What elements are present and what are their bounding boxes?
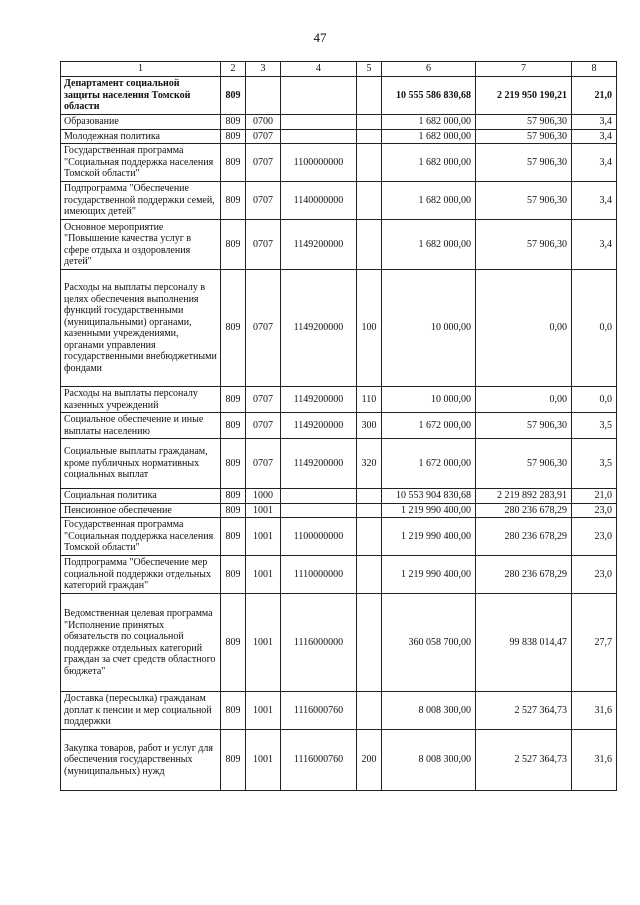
table-row — [61, 129, 617, 144]
row-name: Основное мероприятие "Повышение качества услуг в сфере отдыха и оздоровления детей" — [61, 220, 221, 270]
row-plan-amount: 1 219 990 400,00 — [382, 503, 476, 518]
row-section-code: 1001 — [246, 503, 281, 518]
table-row — [61, 270, 617, 387]
row-grbs-code: 809 — [221, 413, 246, 439]
row-section-code: 0707 — [246, 413, 281, 439]
row-percent: 31,6 — [572, 730, 617, 791]
row-target-code — [281, 115, 357, 130]
row-expense-type — [357, 220, 382, 270]
row-plan-amount: 10 553 904 830,68 — [382, 489, 476, 504]
row-plan-amount: 1 672 000,00 — [382, 413, 476, 439]
table-row — [61, 489, 617, 504]
row-grbs-code: 809 — [221, 439, 246, 489]
row-percent: 27,7 — [572, 594, 617, 692]
row-name: Закупка товаров, работ и услуг для обеспечения государственных (муниципальных) нужд — [61, 730, 221, 791]
row-section-code: 1001 — [246, 518, 281, 556]
column-header: 7 — [476, 62, 572, 77]
table-row — [61, 413, 617, 439]
table-row — [61, 518, 617, 556]
column-header: 6 — [382, 62, 476, 77]
row-executed-amount: 280 236 678,29 — [476, 503, 572, 518]
row-percent: 3,5 — [572, 439, 617, 489]
row-expense-type — [357, 518, 382, 556]
row-executed-amount: 2 527 364,73 — [476, 730, 572, 791]
row-name: Расходы на выплаты персоналу в целях обеспечения выполнения функций государственными (муниципальными) органами, казенными учреждениями, органами управления государственными внебюджетными фондами — [61, 270, 221, 387]
row-expense-type — [357, 692, 382, 730]
row-executed-amount: 57 906,30 — [476, 413, 572, 439]
table-row — [61, 115, 617, 130]
row-section-code: 0707 — [246, 182, 281, 220]
row-name: Департамент социальной защиты населения Томской области — [61, 77, 221, 115]
row-expense-type: 100 — [357, 270, 382, 387]
row-name: Социальные выплаты гражданам, кроме публичных нормативных социальных выплат — [61, 439, 221, 489]
row-executed-amount: 57 906,30 — [476, 182, 572, 220]
row-section-code: 0707 — [246, 144, 281, 182]
row-section-code: 0707 — [246, 129, 281, 144]
row-grbs-code: 809 — [221, 77, 246, 115]
row-grbs-code: 809 — [221, 730, 246, 791]
row-percent: 3,4 — [572, 129, 617, 144]
row-executed-amount: 2 219 892 283,91 — [476, 489, 572, 504]
row-plan-amount: 10 000,00 — [382, 387, 476, 413]
row-plan-amount: 1 682 000,00 — [382, 144, 476, 182]
row-grbs-code: 809 — [221, 115, 246, 130]
row-name: Пенсионное обеспечение — [61, 503, 221, 518]
row-target-code: 1100000000 — [281, 144, 357, 182]
row-plan-amount: 1 672 000,00 — [382, 439, 476, 489]
row-name: Социальная политика — [61, 489, 221, 504]
row-grbs-code: 809 — [221, 270, 246, 387]
header-row — [61, 62, 617, 77]
column-header: 4 — [281, 62, 357, 77]
row-percent: 23,0 — [572, 503, 617, 518]
row-section-code: 1001 — [246, 594, 281, 692]
row-percent: 21,0 — [572, 77, 617, 115]
column-header: 3 — [246, 62, 281, 77]
row-plan-amount: 10 000,00 — [382, 270, 476, 387]
row-expense-type: 320 — [357, 439, 382, 489]
row-target-code: 1100000000 — [281, 518, 357, 556]
row-percent: 3,4 — [572, 115, 617, 130]
row-target-code: 1110000000 — [281, 556, 357, 594]
row-name: Ведомственная целевая программа "Исполнение принятых обязательств по социальной поддержке отдельных категорий граждан за счет средств областного бюджета" — [61, 594, 221, 692]
row-expense-type — [357, 77, 382, 115]
row-expense-type: 200 — [357, 730, 382, 791]
column-header: 1 — [61, 62, 221, 77]
row-target-code — [281, 489, 357, 504]
row-executed-amount: 57 906,30 — [476, 129, 572, 144]
row-target-code: 1116000000 — [281, 594, 357, 692]
row-percent: 23,0 — [572, 518, 617, 556]
row-section-code: 0700 — [246, 115, 281, 130]
row-name: Государственная программа "Социальная поддержка населения Томской области" — [61, 518, 221, 556]
row-percent: 21,0 — [572, 489, 617, 504]
row-percent: 0,0 — [572, 387, 617, 413]
row-name: Расходы на выплаты персоналу казенных учреждений — [61, 387, 221, 413]
row-target-code: 1116000760 — [281, 692, 357, 730]
column-header: 2 — [221, 62, 246, 77]
row-section-code: 1001 — [246, 692, 281, 730]
row-grbs-code: 809 — [221, 387, 246, 413]
row-section-code: 1001 — [246, 730, 281, 791]
row-expense-type — [357, 489, 382, 504]
row-section-code — [246, 77, 281, 115]
row-plan-amount: 8 008 300,00 — [382, 730, 476, 791]
row-section-code: 0707 — [246, 220, 281, 270]
table-row — [61, 692, 617, 730]
table-row — [61, 594, 617, 692]
row-plan-amount: 1 682 000,00 — [382, 182, 476, 220]
row-target-code: 1149200000 — [281, 439, 357, 489]
row-grbs-code: 809 — [221, 182, 246, 220]
row-plan-amount: 1 682 000,00 — [382, 220, 476, 270]
table-row — [61, 439, 617, 489]
row-executed-amount: 57 906,30 — [476, 144, 572, 182]
row-executed-amount: 280 236 678,29 — [476, 556, 572, 594]
row-expense-type — [357, 503, 382, 518]
row-grbs-code: 809 — [221, 129, 246, 144]
row-name: Социальное обеспечение и иные выплаты населению — [61, 413, 221, 439]
row-plan-amount: 1 682 000,00 — [382, 129, 476, 144]
row-plan-amount: 1 219 990 400,00 — [382, 556, 476, 594]
row-target-code: 1140000000 — [281, 182, 357, 220]
row-name: Образование — [61, 115, 221, 130]
row-executed-amount: 57 906,30 — [476, 220, 572, 270]
row-name: Молодежная политика — [61, 129, 221, 144]
row-percent: 3,4 — [572, 220, 617, 270]
row-percent: 3,4 — [572, 144, 617, 182]
row-executed-amount: 2 219 950 190,21 — [476, 77, 572, 115]
row-target-code: 1149200000 — [281, 413, 357, 439]
row-section-code: 1000 — [246, 489, 281, 504]
row-percent: 23,0 — [572, 556, 617, 594]
table-row — [61, 182, 617, 220]
row-plan-amount: 360 058 700,00 — [382, 594, 476, 692]
row-target-code — [281, 77, 357, 115]
row-target-code: 1116000760 — [281, 730, 357, 791]
row-executed-amount: 99 838 014,47 — [476, 594, 572, 692]
row-percent: 31,6 — [572, 692, 617, 730]
row-target-code: 1149200000 — [281, 387, 357, 413]
row-expense-type — [357, 182, 382, 220]
row-executed-amount: 57 906,30 — [476, 115, 572, 130]
table-row — [61, 387, 617, 413]
row-expense-type — [357, 115, 382, 130]
row-executed-amount: 57 906,30 — [476, 439, 572, 489]
row-grbs-code: 809 — [221, 518, 246, 556]
row-plan-amount: 10 555 586 830,68 — [382, 77, 476, 115]
row-section-code: 1001 — [246, 556, 281, 594]
row-plan-amount: 8 008 300,00 — [382, 692, 476, 730]
budget-table — [60, 61, 617, 791]
row-expense-type: 110 — [357, 387, 382, 413]
row-executed-amount: 0,00 — [476, 387, 572, 413]
table-row — [61, 220, 617, 270]
row-executed-amount: 280 236 678,29 — [476, 518, 572, 556]
row-executed-amount: 2 527 364,73 — [476, 692, 572, 730]
table-row — [61, 730, 617, 791]
row-name: Государственная программа "Социальная поддержка населения Томской области" — [61, 144, 221, 182]
row-percent: 3,5 — [572, 413, 617, 439]
row-target-code — [281, 129, 357, 144]
row-expense-type — [357, 556, 382, 594]
table-row — [61, 503, 617, 518]
row-grbs-code: 809 — [221, 220, 246, 270]
row-name: Подпрограмма "Обеспечение мер социальной поддержки отдельных категорий граждан" — [61, 556, 221, 594]
row-plan-amount: 1 682 000,00 — [382, 115, 476, 130]
row-grbs-code: 809 — [221, 489, 246, 504]
table-row — [61, 77, 617, 115]
row-section-code: 0707 — [246, 270, 281, 387]
row-expense-type: 300 — [357, 413, 382, 439]
row-plan-amount: 1 219 990 400,00 — [382, 518, 476, 556]
row-expense-type — [357, 129, 382, 144]
row-grbs-code: 809 — [221, 503, 246, 518]
column-header: 8 — [572, 62, 617, 77]
table-row — [61, 556, 617, 594]
row-grbs-code: 809 — [221, 144, 246, 182]
row-section-code: 0707 — [246, 387, 281, 413]
row-expense-type — [357, 594, 382, 692]
row-grbs-code: 809 — [221, 556, 246, 594]
row-target-code — [281, 503, 357, 518]
page-number: 47 — [313, 30, 327, 45]
row-expense-type — [357, 144, 382, 182]
row-percent: 0,0 — [572, 270, 617, 387]
row-name: Подпрограмма "Обеспечение государственной поддержки семей, имеющих детей" — [61, 182, 221, 220]
table-row — [61, 144, 617, 182]
row-percent: 3,4 — [572, 182, 617, 220]
row-grbs-code: 809 — [221, 692, 246, 730]
row-target-code: 1149200000 — [281, 220, 357, 270]
row-section-code: 0707 — [246, 439, 281, 489]
row-grbs-code: 809 — [221, 594, 246, 692]
column-header: 5 — [357, 62, 382, 77]
row-target-code: 1149200000 — [281, 270, 357, 387]
row-executed-amount: 0,00 — [476, 270, 572, 387]
row-name: Доставка (пересылка) гражданам доплат к пенсии и мер социальной поддержки — [61, 692, 221, 730]
